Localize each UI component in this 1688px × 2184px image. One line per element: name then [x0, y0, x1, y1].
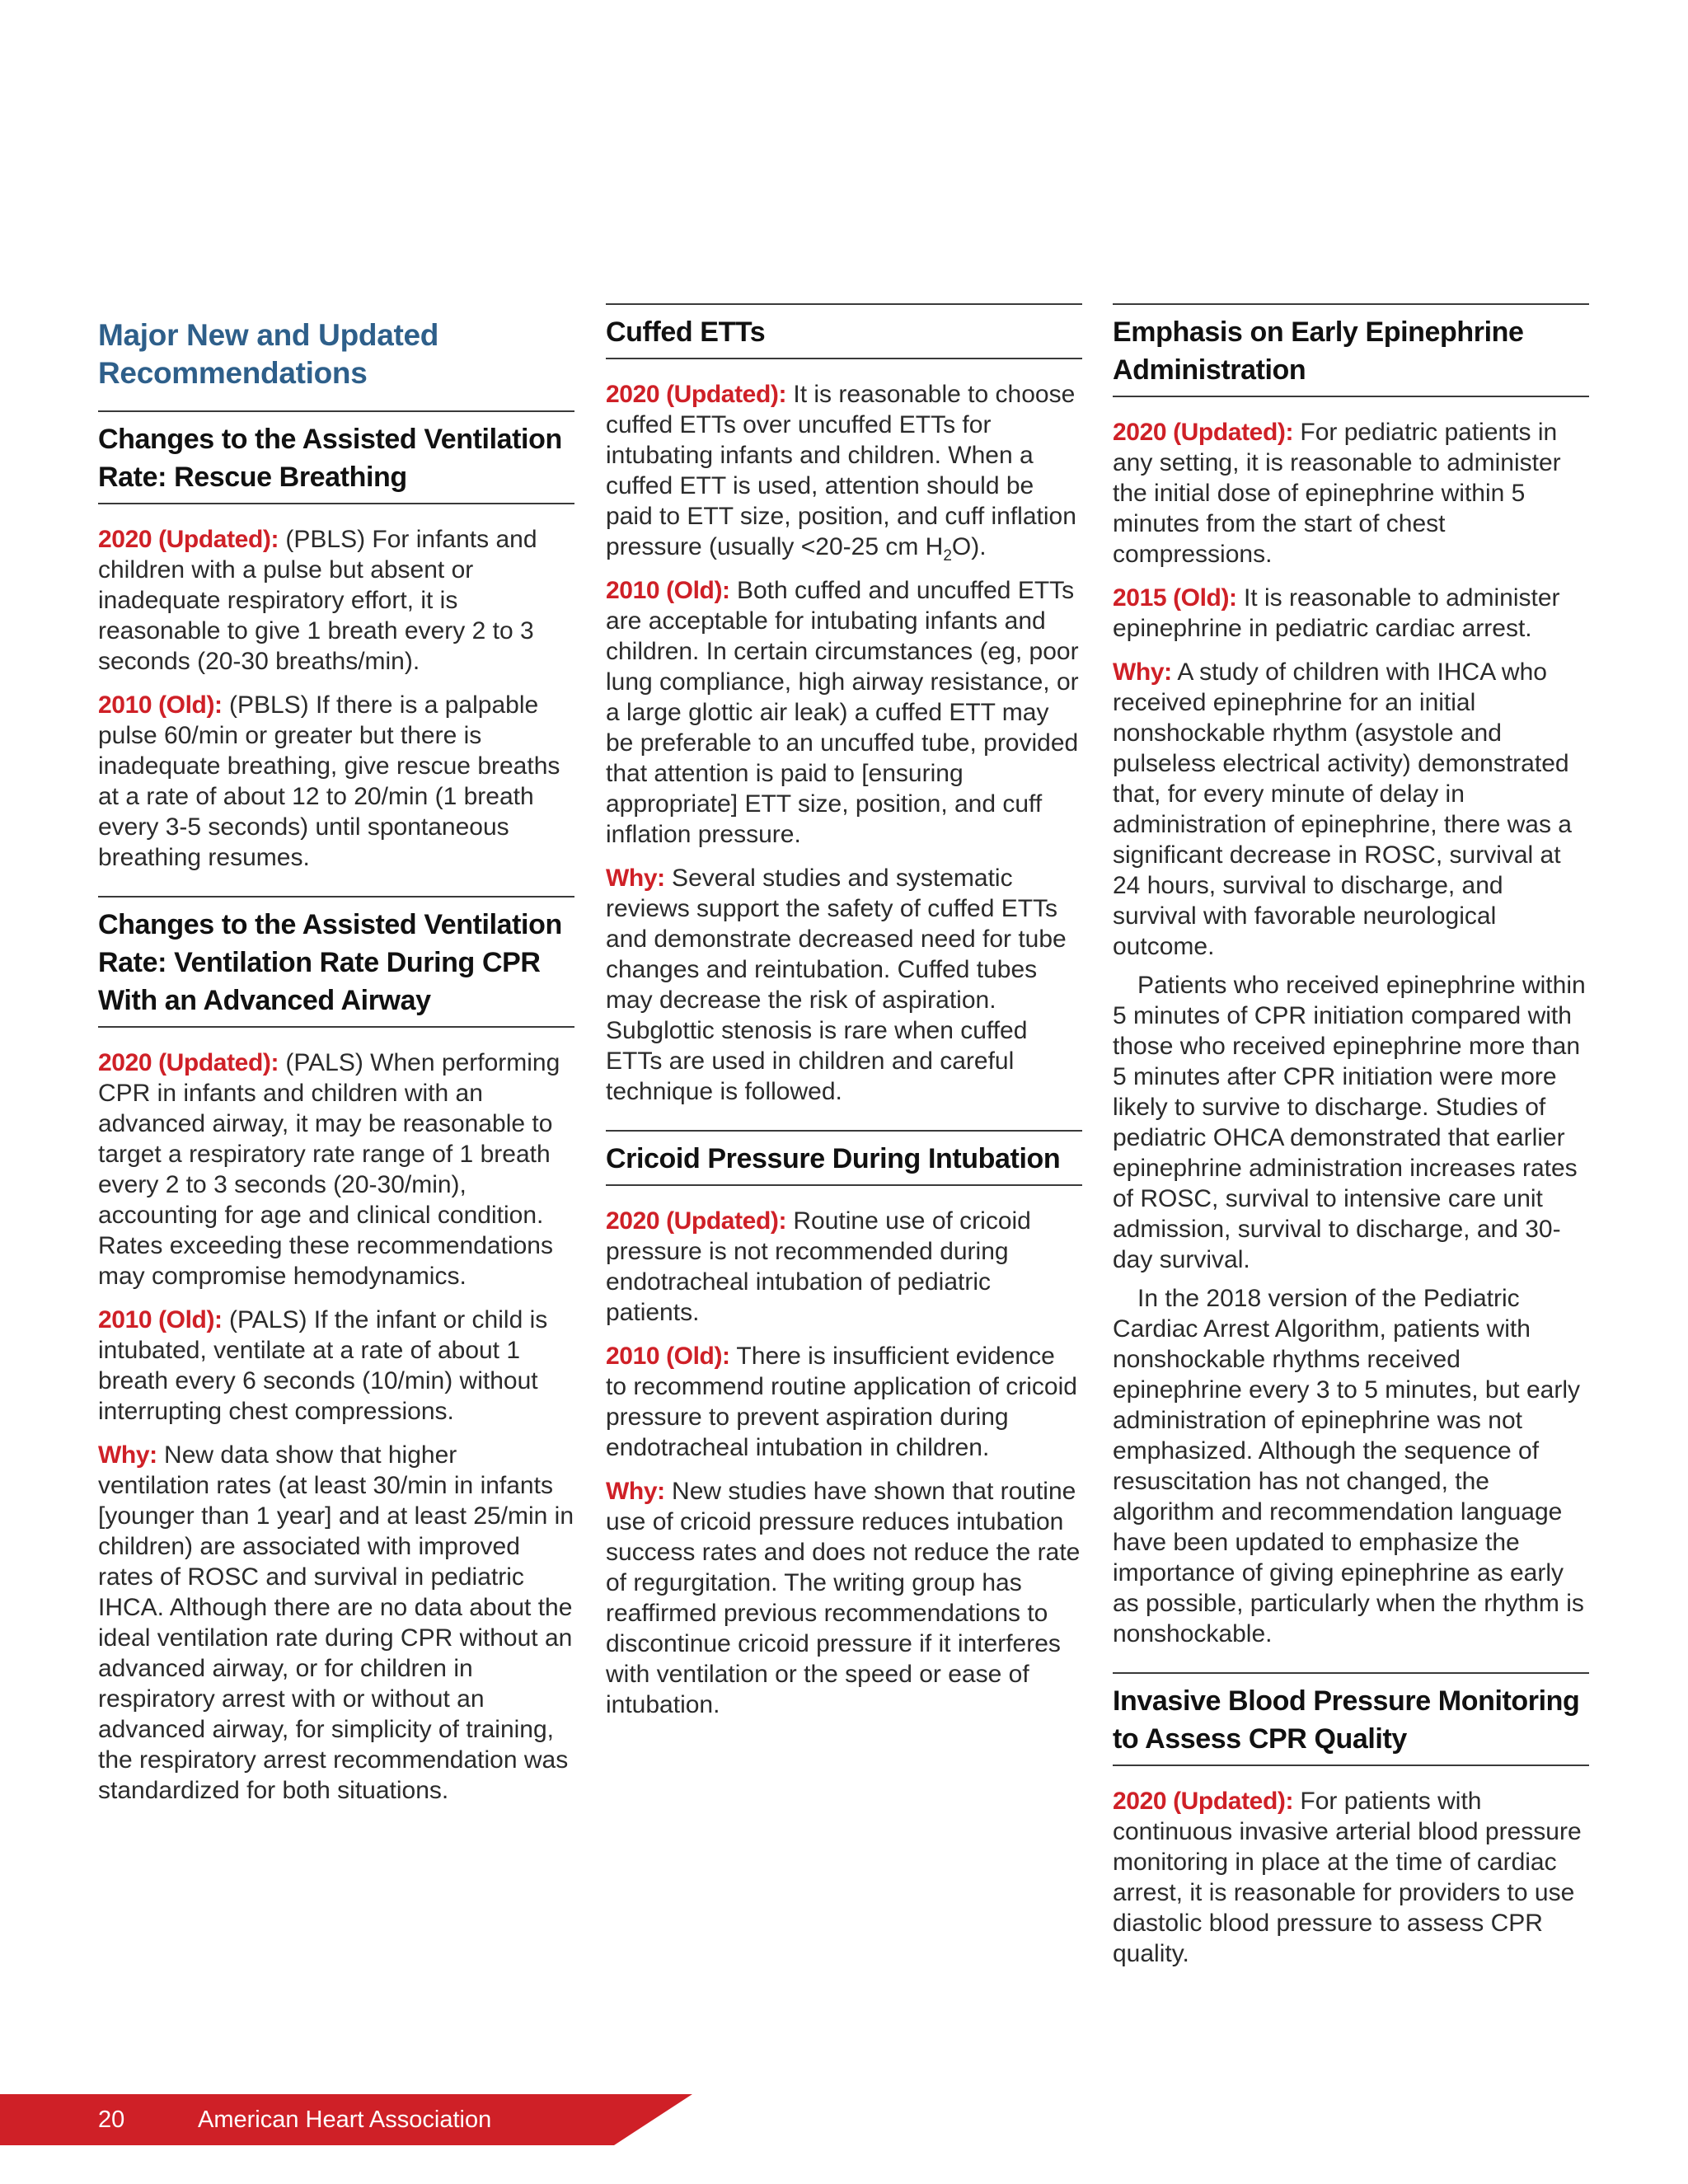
paragraph-why — [1113, 657, 1589, 962]
paragraph-2020-updated — [98, 1047, 574, 1291]
label-2010-old: 2010 (Old): — [98, 691, 223, 719]
label-why: Why: — [606, 865, 665, 892]
paragraph-why — [606, 863, 1082, 1107]
page-number: 20 — [98, 2107, 125, 2133]
label-2015-old: 2015 (Old): — [1113, 584, 1237, 612]
paragraph-text: It is reasonable to administer epinephrine in pediatric cardiac arrest. — [1113, 584, 1560, 642]
label-2020-updated: 2020 (Updated): — [606, 381, 787, 408]
paragraph-text: (PALS) When performing CPR in infants and children with an advanced airway, it may be reasonable to target a respiratory rate range of 1 breath every 2 to 3 seconds (20-30/min), accounting for age and clinical condition. Rates exceeding these recommendations may compromise hemodynamics. — [98, 1049, 560, 1290]
section-rescue-breathing — [98, 410, 574, 873]
organization-name: American Heart Association — [198, 2107, 492, 2133]
subscript: 2 — [943, 547, 952, 565]
paragraph-text: (PBLS) If there is a palpable pulse 60/min or greater but there is inadequate breathing, give rescue breaths at a rate of about 12 to 20/min (1 breath every 3-5 seconds) until spontaneous breathing resumes. — [98, 691, 560, 871]
section-heading: Cricoid Pressure During Intubation — [606, 1130, 1082, 1186]
column-right — [1113, 303, 1589, 1992]
label-why: Why: — [606, 1478, 665, 1505]
section-invasive-bp-monitoring — [1113, 1672, 1589, 1969]
column-left — [98, 303, 574, 1829]
paragraph-2015-old — [1113, 583, 1589, 644]
paragraph-2020-updated — [98, 524, 574, 677]
paragraph-2010-old — [98, 690, 574, 873]
section-early-epinephrine — [1113, 303, 1589, 1649]
section-cuffed-etts — [606, 303, 1082, 1107]
label-2020-updated: 2020 (Updated): — [98, 526, 279, 553]
paragraph-body: In the 2018 version of the Pediatric Cardiac Arrest Algorithm, patients with nonshockable rhythms received epinephrine every 3 to 5 minutes, but early administration of epinephrine was not emphasized. Although the sequence of resuscitation has not changed, the algorithm and recommendation language have been updated to emphasize the importance of giving epinephrine as early as possible, particularly when the rhythm is nonshockable. — [1113, 1285, 1584, 1647]
paragraph-2020-updated — [606, 1206, 1082, 1328]
section-heading: Changes to the Assisted Ventilation Rate: Ventilation Rate During CPR With an Advanced Airway — [98, 896, 574, 1028]
section-heading: Emphasis on Early Epinephrine Administration — [1113, 303, 1589, 397]
paragraph-2010-old — [606, 1341, 1082, 1463]
paragraph-text: A study of children with IHCA who received epinephrine for an initial nonshockable rhythm (asystole and pulseless electrical activity) demonstrated that, for every minute of delay in administration of epinephrine, there was a significant decrease in ROSC, survival at 24 hours, survival to discharge, and survival with favorable neurological outcome. — [1113, 658, 1572, 960]
label-why: Why: — [1113, 658, 1172, 686]
paragraph-text: (PALS) If the infant or child is intubated, ventilate at a rate of about 1 breath every 6 seconds (10/min) without interrupting chest compressions. — [98, 1306, 548, 1425]
section-cricoid-pressure — [606, 1130, 1082, 1720]
paragraph-text: New data show that higher ventilation rates (at least 30/min in infants [younger than 1 year] and at least 25/min in children) are associated with improved rates of ROSC and survival in pediatric IHCA. Although there are no data about the ideal ventilation rate during CPR without an advanced airway, or for children in respiratory arrest with or without an advanced airway, for simplicity of training, the respiratory arrest recommendation was standardized for both situations. — [98, 1441, 574, 1804]
label-2020-updated: 2020 (Updated): — [98, 1049, 279, 1076]
label-2020-updated: 2020 (Updated): — [1113, 419, 1294, 446]
paragraph-text: For pediatric patients in any setting, it is reasonable to administer the initial dose of epinephrine within 5 minutes from the start of chest compressions. — [1113, 419, 1561, 568]
paragraph-2010-old — [98, 1305, 574, 1427]
label-2010-old: 2010 (Old): — [606, 1343, 730, 1370]
section-heading: Invasive Blood Pressure Monitoring to Assess CPR Quality — [1113, 1672, 1589, 1766]
label-2010-old: 2010 (Old): — [98, 1306, 223, 1333]
section-heading: Cuffed ETTs — [606, 303, 1082, 359]
paragraph-2010-old — [606, 575, 1082, 850]
paragraph-why — [98, 1440, 574, 1806]
paragraph-text: New studies have shown that routine use of cricoid pressure reduces intubation success rates and does not reduce the rate of regurgitation. The writing group has reaffirmed previous recommendations to discontinue cricoid pressure if it interferes with ventilation or the speed or ease of intubation. — [606, 1478, 1081, 1718]
label-why: Why: — [98, 1441, 157, 1469]
page-title: Major New and Updated Recommendations — [98, 318, 439, 390]
paragraph-text-tail: O). — [951, 533, 987, 560]
paragraph-why — [606, 1476, 1082, 1720]
label-2010-old: 2010 (Old): — [606, 577, 730, 604]
paragraph-2020-updated — [1113, 417, 1589, 569]
paragraph-2020-updated — [1113, 1786, 1589, 1969]
paragraph-text: Both cuffed and uncuffed ETTs are acceptable for intubating infants and children. In certain circumstances (eg, poor lung compliance, high airway resistance, or a large glottic air leak) a cuffed ETT may be preferable to an uncuffed tube, provided that attention is paid to [ensuring appropriate] ETT size, position, and cuff inflation pressure. — [606, 577, 1079, 848]
column-middle — [606, 303, 1082, 1743]
section-heading: Changes to the Assisted Ventilation Rate: Rescue Breathing — [98, 410, 574, 504]
paragraph-body: Patients who received epinephrine within 5 minutes of CPR initiation compared with those who received epinephrine more than 5 minutes after CPR initiation were more likely to survive to discharge. Studies of pediatric OHCA demonstrated that earlier epinephrine administration increases rates of ROSC, survival to intensive care unit admission, survival to discharge, and 30-day survival. — [1113, 972, 1586, 1273]
paragraph-text: There is insufficient evidence to recommend routine application of cricoid pressure to prevent aspiration during endotracheal intubation in children. — [606, 1343, 1077, 1461]
paragraph-text: Routine use of cricoid pressure is not recommended during endotracheal intubation of pediatric patients. — [606, 1207, 1031, 1326]
paragraph-text: (PBLS) For infants and children with a pulse but absent or inadequate respiratory effort, it is reasonable to give 1 breath every 2 to 3 seconds (20-30 breaths/min). — [98, 526, 537, 675]
label-2020-updated: 2020 (Updated): — [606, 1207, 787, 1235]
paragraph-text: For patients with continuous invasive arterial blood pressure monitoring in place at the time of cardiac arrest, it is reasonable for providers to use diastolic blood pressure to assess CPR quality. — [1113, 1788, 1582, 1967]
label-2020-updated: 2020 (Updated): — [1113, 1788, 1294, 1815]
paragraph-text: It is reasonable to choose cuffed ETTs over uncuffed ETTs for intubating infants and children. When a cuffed ETT is used, attention should be paid to ETT size, position, and cuff inflation pressure (usually <20-25 cm H — [606, 381, 1076, 560]
paragraph-text: Several studies and systematic reviews support the safety of cuffed ETTs and demonstrate decreased need for tube changes and reintubation. Cuffed tubes may decrease the risk of aspiration. Subglottic stenosis is rare when cuffed ETTs are used in children and careful technique is followed. — [606, 865, 1067, 1105]
paragraph-2020-updated — [606, 379, 1082, 565]
section-ventilation-rate-advanced-airway — [98, 896, 574, 1806]
